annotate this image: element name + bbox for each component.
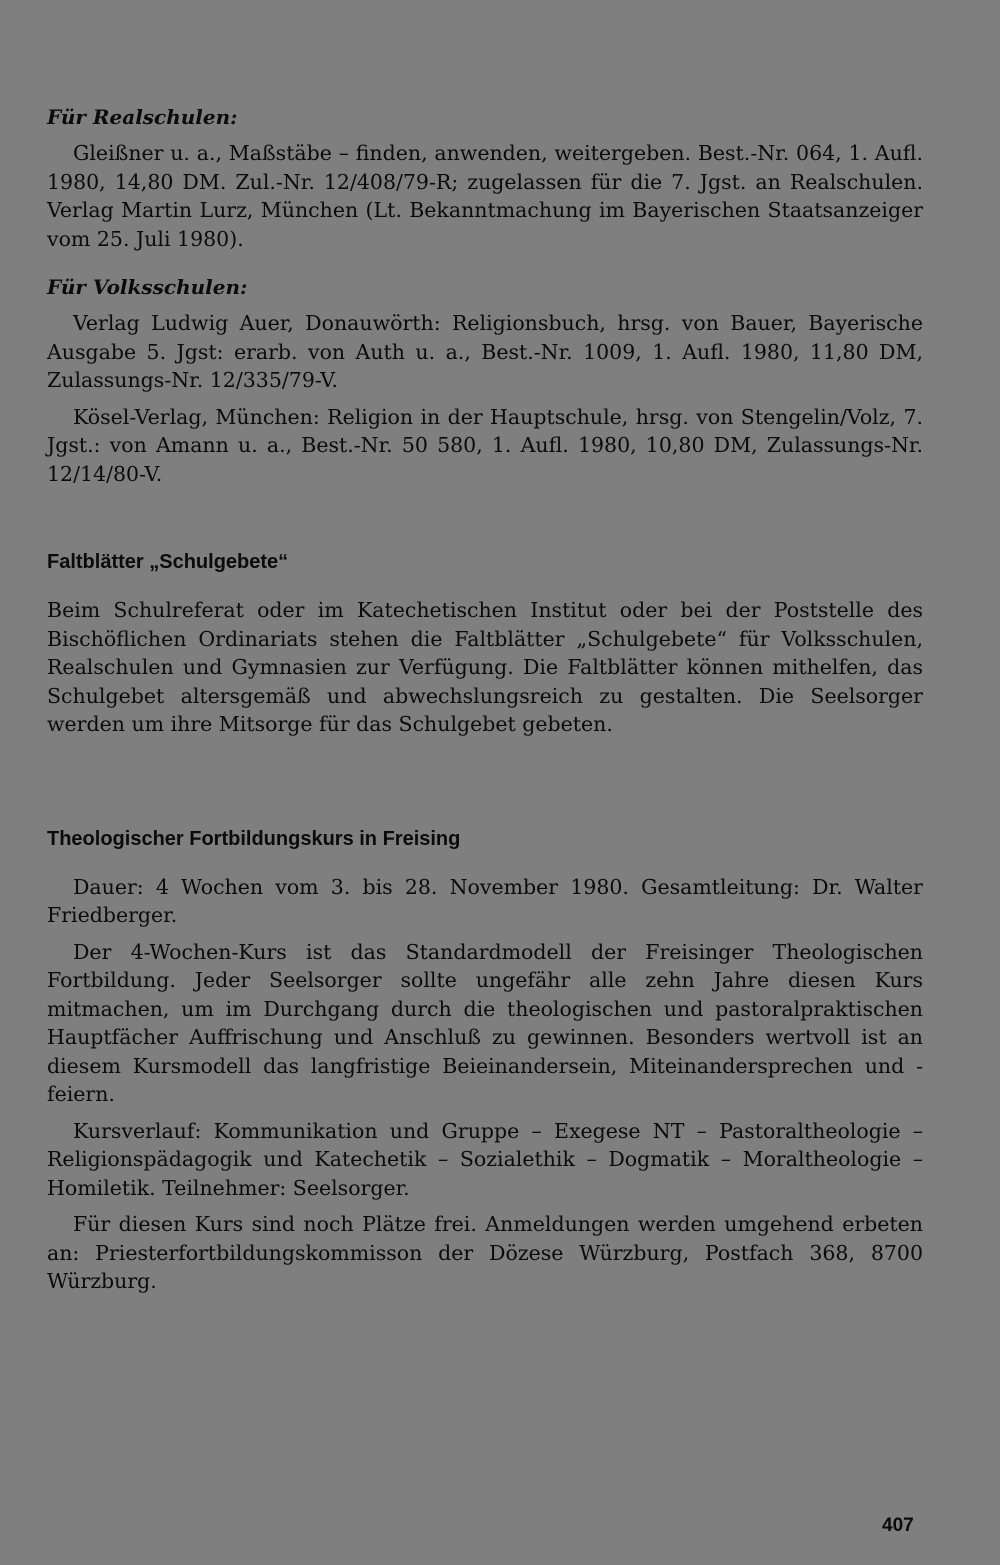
paragraph-fortbildung-2: Der 4-Wochen-Kurs ist das Standardmodell der Freisinger Theologischen Fortbildung. Jeder Seelsorger sollte ungefähr alle zehn Jahre diesen Kurs mitmachen, um im Durchgang durch die theologischen und pastoralpraktischen Hauptfächer Auffrischung und Anschluß zu gewinnen. Besonders wertvoll ist an diesem Kursmodell das langfristige Beieinandersein, Miteinandersprechen und -feiern. [47,939,923,1106]
section-heading-volksschulen: Für Volksschulen: [47,275,248,299]
document-page [47,103,923,1296]
section-heading-realschulen: Für Realschulen: [47,105,238,129]
paragraph-volksschulen-2: Kösel-Verlag, München: Religion in der Hauptschule, hrsg. von Stengelin/Volz, 7. Jgst.: von Amann u. a., Best.-Nr. 50 580, 1. Aufl. 1980, 10,80 DM, Zulassungs-Nr. 12/14/80-V. [47,404,923,486]
paragraph-fortbildung-4: Für diesen Kurs sind noch Plätze frei. Anmeldungen werden umgehend erbeten an: Priesterfortbildungskommisson der Dözese Würzburg, Postfach 368, 8700 Würzburg. [47,1212,923,1293]
section-heading-faltblaetter: Faltblätter „Schulgebete“ [47,551,289,573]
paragraph-realschulen-1: Gleißner u. a., Maßstäbe – finden, anwenden, weitergeben. Best.-Nr. 064, 1. Aufl. 1980, 14,80 DM. Zul.-Nr. 12/408/79-R; zugelassen für die 7. Jgst. an Realschulen. Verlag Martin Lurz, München (Lt. Bekanntmachung im Bayerischen Staatsanzeiger vom 25. Juli 1980). [47,141,923,251]
section-heading-fortbildung: Theologischer Fortbildungskurs in Freising [47,827,461,850]
paragraph-fortbildung-3: Kursverlauf: Kommunikation und Gruppe – Exegese NT – Pastoraltheologie – Religionspädagogik und Katechetik – Sozialethik – Dogmatik – Moraltheologie – Homiletik. Teilnehmer: Seelsorger. [47,1118,923,1200]
paragraph-faltblaetter-1: Beim Schulreferat oder im Katechetischen Institut oder bei der Poststelle des Bischöflichen Ordinariats stehen die Faltblätter „Schulgebete“ für Volksschulen, Realschulen und Gymnasien zur Verfügung. Die Faltblätter können mithelfen, das Schulgebet altersgemäß und abwechslungsreich zu gestalten. Die Seelsorger werden um ihre Mitsorge für das Schulgebet gebeten. [47,598,923,736]
paragraph-fortbildung-1: Dauer: 4 Wochen vom 3. bis 28. November 1980. Gesamtleitung: Dr. Walter Friedberger. [47,874,923,927]
page-number: 407 [882,1515,914,1536]
paragraph-volksschulen-1: Verlag Ludwig Auer, Donauwörth: Religionsbuch, hrsg. von Bauer, Bayerische Ausgabe 5. Jgst: erarb. von Auth u. a., Best.-Nr. 1009, 1. Aufl. 1980, 11,80 DM, Zulassungs-Nr. 12/335/79-V. [47,311,923,392]
